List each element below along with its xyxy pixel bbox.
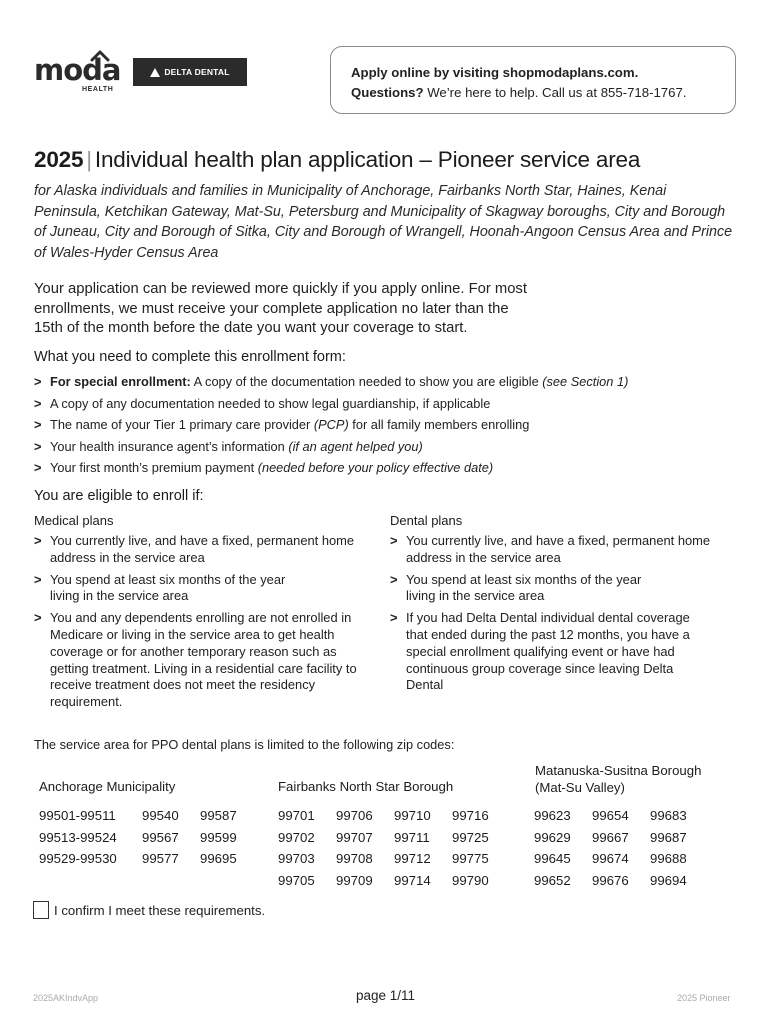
need-heading: What you need to complete this enrollment form: [34,349,346,365]
medical-item-text: You and any dependents enrolling are not enrolled in Medicare or living in the service area to get health coverage or for another temporary reason such as getting treatment. Living in a residential care facility to receive treatment does not meet the residency requirement. [50,610,357,710]
anchorage-heading: Anchorage Municipality [39,779,176,794]
intro-line: 15th of the month before the date you want your coverage to start. [34,320,468,336]
moda-logo-text: moda [34,53,121,87]
zip-code: 99540 [142,808,179,823]
zip-code-note: The service area for PPO dental plans is limited to the following zip codes: [34,737,455,752]
chevron-right-icon: > [34,395,42,411]
page-title [34,147,640,173]
moda-logo-subtext: HEALTH [82,86,114,93]
page-number: page 1/11 [356,988,416,1003]
dental-eligibility-list [390,533,720,694]
need-item-text-after: for all family members enrolling [348,417,530,432]
chevron-right-icon: > [390,571,398,587]
chevron-right-icon: > [34,460,42,475]
list-item [34,610,370,711]
delta-dental-logo [133,58,247,86]
zip-code: 99708 [336,851,373,867]
zip-code: 99513-99524 [39,829,117,845]
anchorage-zip-grid [39,806,255,871]
zip-code: 99587 [200,808,237,823]
zip-code: 99623 [534,808,571,823]
list-item [34,416,734,438]
intro-paragraph [34,280,594,339]
dental-plans-column [390,513,720,699]
zip-code: 99652 [534,873,571,889]
need-item-italic: (PCP) [313,417,349,432]
list-item [34,459,734,481]
need-item-italic: (see Section 1) [542,374,629,389]
zip-code: 99687 [650,829,687,845]
zip-code: 99705 [278,873,315,889]
need-item-text: A copy of the documentation needed to show you are eligible [190,374,543,389]
list-item [390,572,652,606]
zip-code: 99707 [336,829,373,845]
zip-code: 99701 [278,808,315,823]
zip-code: 99599 [200,829,237,845]
need-item-text: The name of your Tier 1 primary care provider [50,417,314,432]
need-item-italic: (if an agent helped you) [288,438,423,454]
list-item [34,572,296,606]
delta-triangle-icon [150,68,160,77]
matsu-zip-grid [534,806,700,893]
zip-code: 99629 [534,829,571,845]
list-item [390,533,712,567]
zip-code: 99706 [336,808,373,823]
zip-code: 99501-99511 [39,808,116,823]
title-separator: | [86,147,92,172]
need-item-text: Your health insurance agent’s information [50,438,289,454]
need-item-text: A copy of any documentation needed to show legal guardianship, if applicable [50,395,491,411]
title-text: Individual health plan application – Pioneer service area [94,147,641,172]
chevron-right-icon: > [34,417,42,432]
zip-code: 99790 [452,873,489,889]
zip-code: 99775 [452,851,489,867]
medical-item-text: You spend at least six months of the year living in the service area [50,571,286,604]
matsu-heading [535,762,701,796]
zip-code: 99703 [278,851,315,867]
zip-code: 99654 [592,808,629,823]
confirm-label: I confirm I meet these requirements. [54,902,266,918]
footer-form-id: 2025AKIndvApp [33,993,99,1003]
zip-code: 99688 [650,851,687,867]
chevron-right-icon: > [34,438,42,454]
eligible-heading: You are eligible to enroll if: [34,488,204,504]
confirm-requirements [33,901,265,919]
need-item-text: Your first month’s premium payment [50,460,258,475]
zip-code: 99709 [336,873,373,889]
dental-item-text: If you had Delta Dental individual dental coverage that ended during the past 12 months, you have a special enrollment qualifying event or have had continuous group coverage since leaving Delta Dental [406,610,690,693]
list-item [34,438,734,460]
service-area-subtitle: for Alaska individuals and families in Municipality of Anchorage, Fairbanks North Star, Haines, Kenai Peninsula, Ketchikan Gateway, Mat-Su, Petersburg and Municipality of Skagway boroughs, City and Borough of Juneau, City and Borough of Sitka, City and Borough of Wrangell, Hoonah-Angoon Census Area and Prince of Wales-Hyder Census Area [34,183,733,261]
callout-questions [351,83,735,103]
zip-code: 99667 [592,829,629,845]
callout-apply-online: Apply online by visiting shopmodaplans.com. [351,65,639,80]
moda-health-logo [34,52,121,96]
chevron-right-icon: > [34,374,42,389]
intro-line: enrollments, we must receive your complete application no later than the [34,300,509,317]
chevron-right-icon: > [390,610,398,626]
delta-logo-text: DELTA DENTAL [164,67,230,77]
need-list [34,373,734,481]
list-item [34,373,734,395]
confirm-checkbox[interactable] [33,901,49,919]
callout-questions-label: Questions? [351,85,424,100]
list-item [34,395,734,417]
zip-code: 99725 [452,829,489,845]
chevron-right-icon: > [34,610,42,626]
dental-item-text: You currently live, and have a fixed, permanent home address in the service area [406,533,711,565]
title-year: 2025 [34,147,84,172]
footer-plan-name: 2025 Pioneer [677,993,731,1003]
medical-plans-heading: Medical plans [34,513,114,528]
medical-eligibility-list [34,533,370,711]
zip-code: 99676 [592,873,629,889]
zip-code: 99710 [394,808,431,823]
zip-code: 99694 [650,873,687,889]
chevron-right-icon: > [34,533,42,548]
chevron-right-icon: > [390,533,398,548]
matsu-heading-line1: Matanuska-Susitna Borough [535,763,702,778]
intro-line: Your application can be reviewed more quickly if you apply online. For most [34,281,527,297]
chevron-right-icon: > [34,571,42,587]
need-item-italic: (needed before your policy effective date) [257,460,494,475]
need-item-bold: For special enrollment: [50,374,191,389]
matsu-heading-line2: (Mat-Su Valley) [535,780,625,795]
callout-phone-text: We’re here to help. Call us at 855-718-1767. [423,85,687,100]
zip-code: 99714 [394,873,431,889]
zip-code: 99683 [650,808,687,823]
zip-code: 99712 [394,851,431,867]
fairbanks-heading: Fairbanks North Star Borough [278,779,454,794]
zip-code: 99577 [142,851,179,867]
dental-item-text: You spend at least six months of the year living in the service area [406,571,642,604]
zip-code: 99716 [452,808,489,823]
list-item [34,533,356,567]
zip-code: 99645 [534,851,571,867]
zip-code: 99695 [200,851,237,867]
zip-code: 99567 [142,829,179,845]
zip-code: 99711 [394,829,430,845]
list-item [390,610,696,694]
zip-code: 99702 [278,829,315,845]
medical-plans-column [34,513,370,716]
medical-item-text: You currently live, and have a fixed, permanent home address in the service area [50,533,355,565]
contact-callout [330,46,736,114]
dental-plans-heading: Dental plans [390,513,463,528]
fairbanks-zip-grid [278,806,502,893]
zip-code: 99674 [592,851,629,867]
zip-code: 99529-99530 [39,851,117,867]
